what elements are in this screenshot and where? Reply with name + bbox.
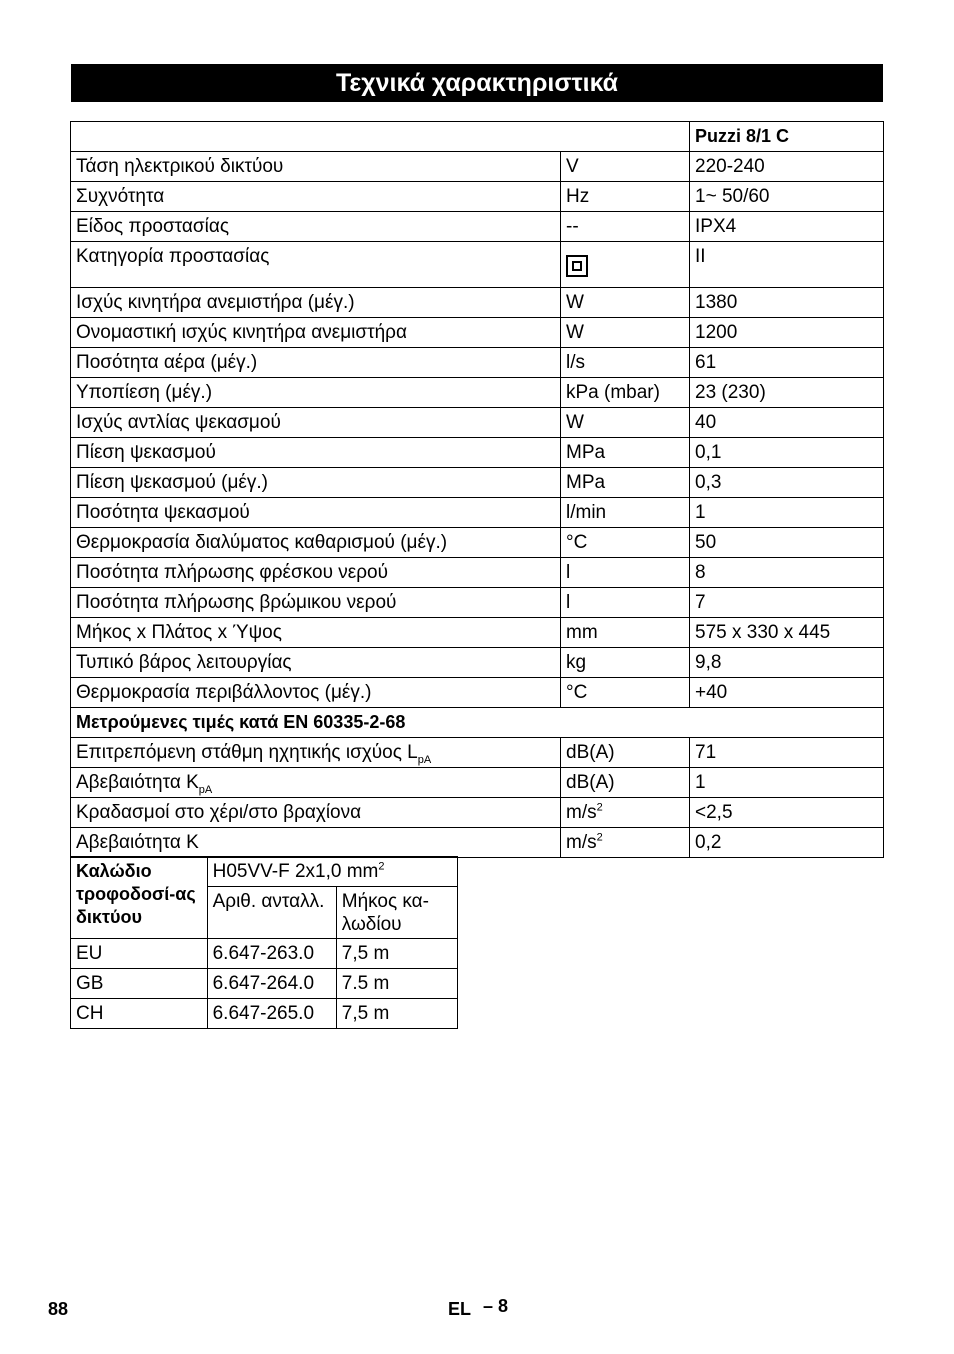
cable-spec-row [71,857,458,887]
spec-value-cell: +40 [690,678,884,708]
table-row [71,828,884,858]
spec-unit-cell: °C [561,678,690,708]
table-row [71,288,884,318]
spec-label-cell: Ισχύς αντλίας ψεκασμού [71,408,561,438]
spec-value-cell: 50 [690,528,884,558]
cable-label-cell: Καλώδιο τροφοδοσί-ας δικτύου [71,857,208,939]
spec-value-cell: 1~ 50/60 [690,182,884,212]
table-row [71,939,458,969]
cable-length-cell: 7.5 m [336,969,457,999]
mains-cable-table [70,856,458,1029]
table-row [71,969,458,999]
table-row [71,618,884,648]
table-row [71,438,884,468]
spec-value-cell: 0,1 [690,438,884,468]
table-row [71,648,884,678]
technical-data-table [70,121,884,858]
page-title: Τεχνικά χαρακτηριστικά [71,64,883,102]
spec-unit-cell: W [561,318,690,348]
page-number: 88 [48,1299,69,1319]
table-row [71,408,884,438]
spec-label-cell: Πίεση ψεκασμού [71,438,561,468]
spec-unit-cell: Hz [561,182,690,212]
spec-unit-cell: V [561,152,690,182]
measured-unit-text: m/s [566,832,597,853]
table-row [71,678,884,708]
table-row [71,182,884,212]
part-number-cell: 6.647-265.0 [207,999,336,1029]
model-header-cell: Puzzi 8/1 C [690,122,884,152]
measured-label-subscript: pA [417,753,432,766]
spec-value-cell: 1 [690,498,884,528]
spec-unit-cell: l [561,558,690,588]
spec-unit-cell: l/s [561,348,690,378]
header-blank-cell [71,122,690,152]
cable-spec-text: H05VV-F 2x1,0 mm [212,861,379,882]
spec-unit-cell: l/min [561,498,690,528]
spec-label-cell: Ποσότητα πλήρωσης φρέσκου νερού [71,558,561,588]
spec-value-cell: IPX4 [690,212,884,242]
measured-label-cell [71,828,561,858]
spec-unit-cell: °C [561,528,690,558]
spec-value-cell: 23 (230) [690,378,884,408]
spec-value-cell: 220-240 [690,152,884,182]
spec-label-cell: Κατηγορία προστασίας [71,242,561,288]
spec-value-cell: 61 [690,348,884,378]
measured-values-header-cell: Μετρούμενες τιμές κατά EN 60335-2-68 [71,708,884,738]
spec-value-cell: 0,3 [690,468,884,498]
spec-unit-cell: MPa [561,438,690,468]
spec-unit-cell: -- [561,212,690,242]
measured-unit-cell [561,738,690,768]
measured-unit-cell [561,768,690,798]
table-row [71,468,884,498]
measured-label-text: Αβεβαιότητα K [76,832,199,853]
measured-label-cell [71,738,561,768]
spec-value-cell: 8 [690,558,884,588]
part-number-cell: 6.647-264.0 [207,969,336,999]
spec-value-cell: 1200 [690,318,884,348]
measured-values-header-row [71,708,884,738]
section-page-number: – 8 [483,1296,509,1316]
cable-spec-cell [207,857,457,887]
spec-value-cell: 40 [690,408,884,438]
measured-label-subscript: pA [198,783,213,796]
measured-unit-text: dB(A) [566,772,615,793]
cable-length-cell: 7,5 m [336,999,457,1029]
table-row [71,528,884,558]
measured-unit-superscript: 2 [596,831,603,844]
spec-label-cell: Ισχύς κινητήρα ανεμιστήρα (μέγ.) [71,288,561,318]
table-row [71,558,884,588]
spec-unit-cell: mm [561,618,690,648]
part-number-header-cell: Αριθ. ανταλλ. [207,887,336,939]
measured-label-cell [71,798,561,828]
spec-label-cell: Ποσότητα ψεκασμού [71,498,561,528]
table-row [71,212,884,242]
spec-unit-cell: l [561,588,690,618]
part-number-cell: 6.647-263.0 [207,939,336,969]
cable-length-header-cell: Μήκος κα-λωδίου [336,887,457,939]
protection-class-ii-icon [566,255,588,277]
spec-label-cell: Μήκος x Πλάτος x Ύψος [71,618,561,648]
measured-label-text: Αβεβαιότητα K [76,772,199,793]
measured-unit-text: m/s [566,802,597,823]
language-code: EL [448,1299,472,1319]
spec-label-cell: Είδος προστασίας [71,212,561,242]
region-cell: EU [71,939,208,969]
cable-length-cell: 7,5 m [336,939,457,969]
measured-value-cell: <2,5 [690,798,884,828]
spec-unit-cell: W [561,408,690,438]
measured-label-text: Κραδασμοί στο χέρι/στο βραχίονα [76,802,362,823]
table-row [71,768,884,798]
spec-label-cell: Τυπικό βάρος λειτουργίας [71,648,561,678]
measured-unit-text: dB(A) [566,742,615,763]
measured-unit-superscript: 2 [596,801,603,814]
spec-unit-cell: kPa (mbar) [561,378,690,408]
table-row [71,242,884,288]
spec-label-cell: Τάση ηλεκτρικού δικτύου [71,152,561,182]
spec-value-cell: 9,8 [690,648,884,678]
table-row [71,318,884,348]
measured-label-text: Επιτρεπόμενη στάθμη ηχητικής ισχύος L [76,742,418,763]
spec-value-cell: 7 [690,588,884,618]
measured-value-cell: 0,2 [690,828,884,858]
table-row [71,738,884,768]
table-row [71,999,458,1029]
spec-label-cell: Υποπίεση (μέγ.) [71,378,561,408]
spec-value-cell: 575 x 330 x 445 [690,618,884,648]
measured-unit-cell [561,828,690,858]
table-row [71,588,884,618]
spec-value-cell: 1380 [690,288,884,318]
spec-label-cell: Ποσότητα αέρα (μέγ.) [71,348,561,378]
measured-label-cell [71,768,561,798]
spec-value-cell: II [690,242,884,288]
measured-value-cell: 1 [690,768,884,798]
spec-unit-cell: kg [561,648,690,678]
spec-unit-cell [561,242,690,288]
measured-value-cell: 71 [690,738,884,768]
spec-label-cell: Θερμοκρασία διαλύματος καθαρισμού (μέγ.) [71,528,561,558]
cable-spec-superscript: 2 [378,860,385,873]
spec-label-cell: Ονομαστική ισχύς κινητήρα ανεμιστήρα [71,318,561,348]
table-row [71,498,884,528]
region-cell: CH [71,999,208,1029]
spec-label-cell: Ποσότητα πλήρωσης βρώμικου νερού [71,588,561,618]
spec-label-cell: Συχνότητα [71,182,561,212]
table-row [71,348,884,378]
measured-unit-cell [561,798,690,828]
table-row [71,152,884,182]
spec-label-cell: Πίεση ψεκασμού (μέγ.) [71,468,561,498]
table-header-row [71,122,884,152]
table-row [71,378,884,408]
table-row [71,798,884,828]
spec-unit-cell: MPa [561,468,690,498]
spec-label-cell: Θερμοκρασία περιβάλλοντος (μέγ.) [71,678,561,708]
region-cell: GB [71,969,208,999]
spec-unit-cell: W [561,288,690,318]
